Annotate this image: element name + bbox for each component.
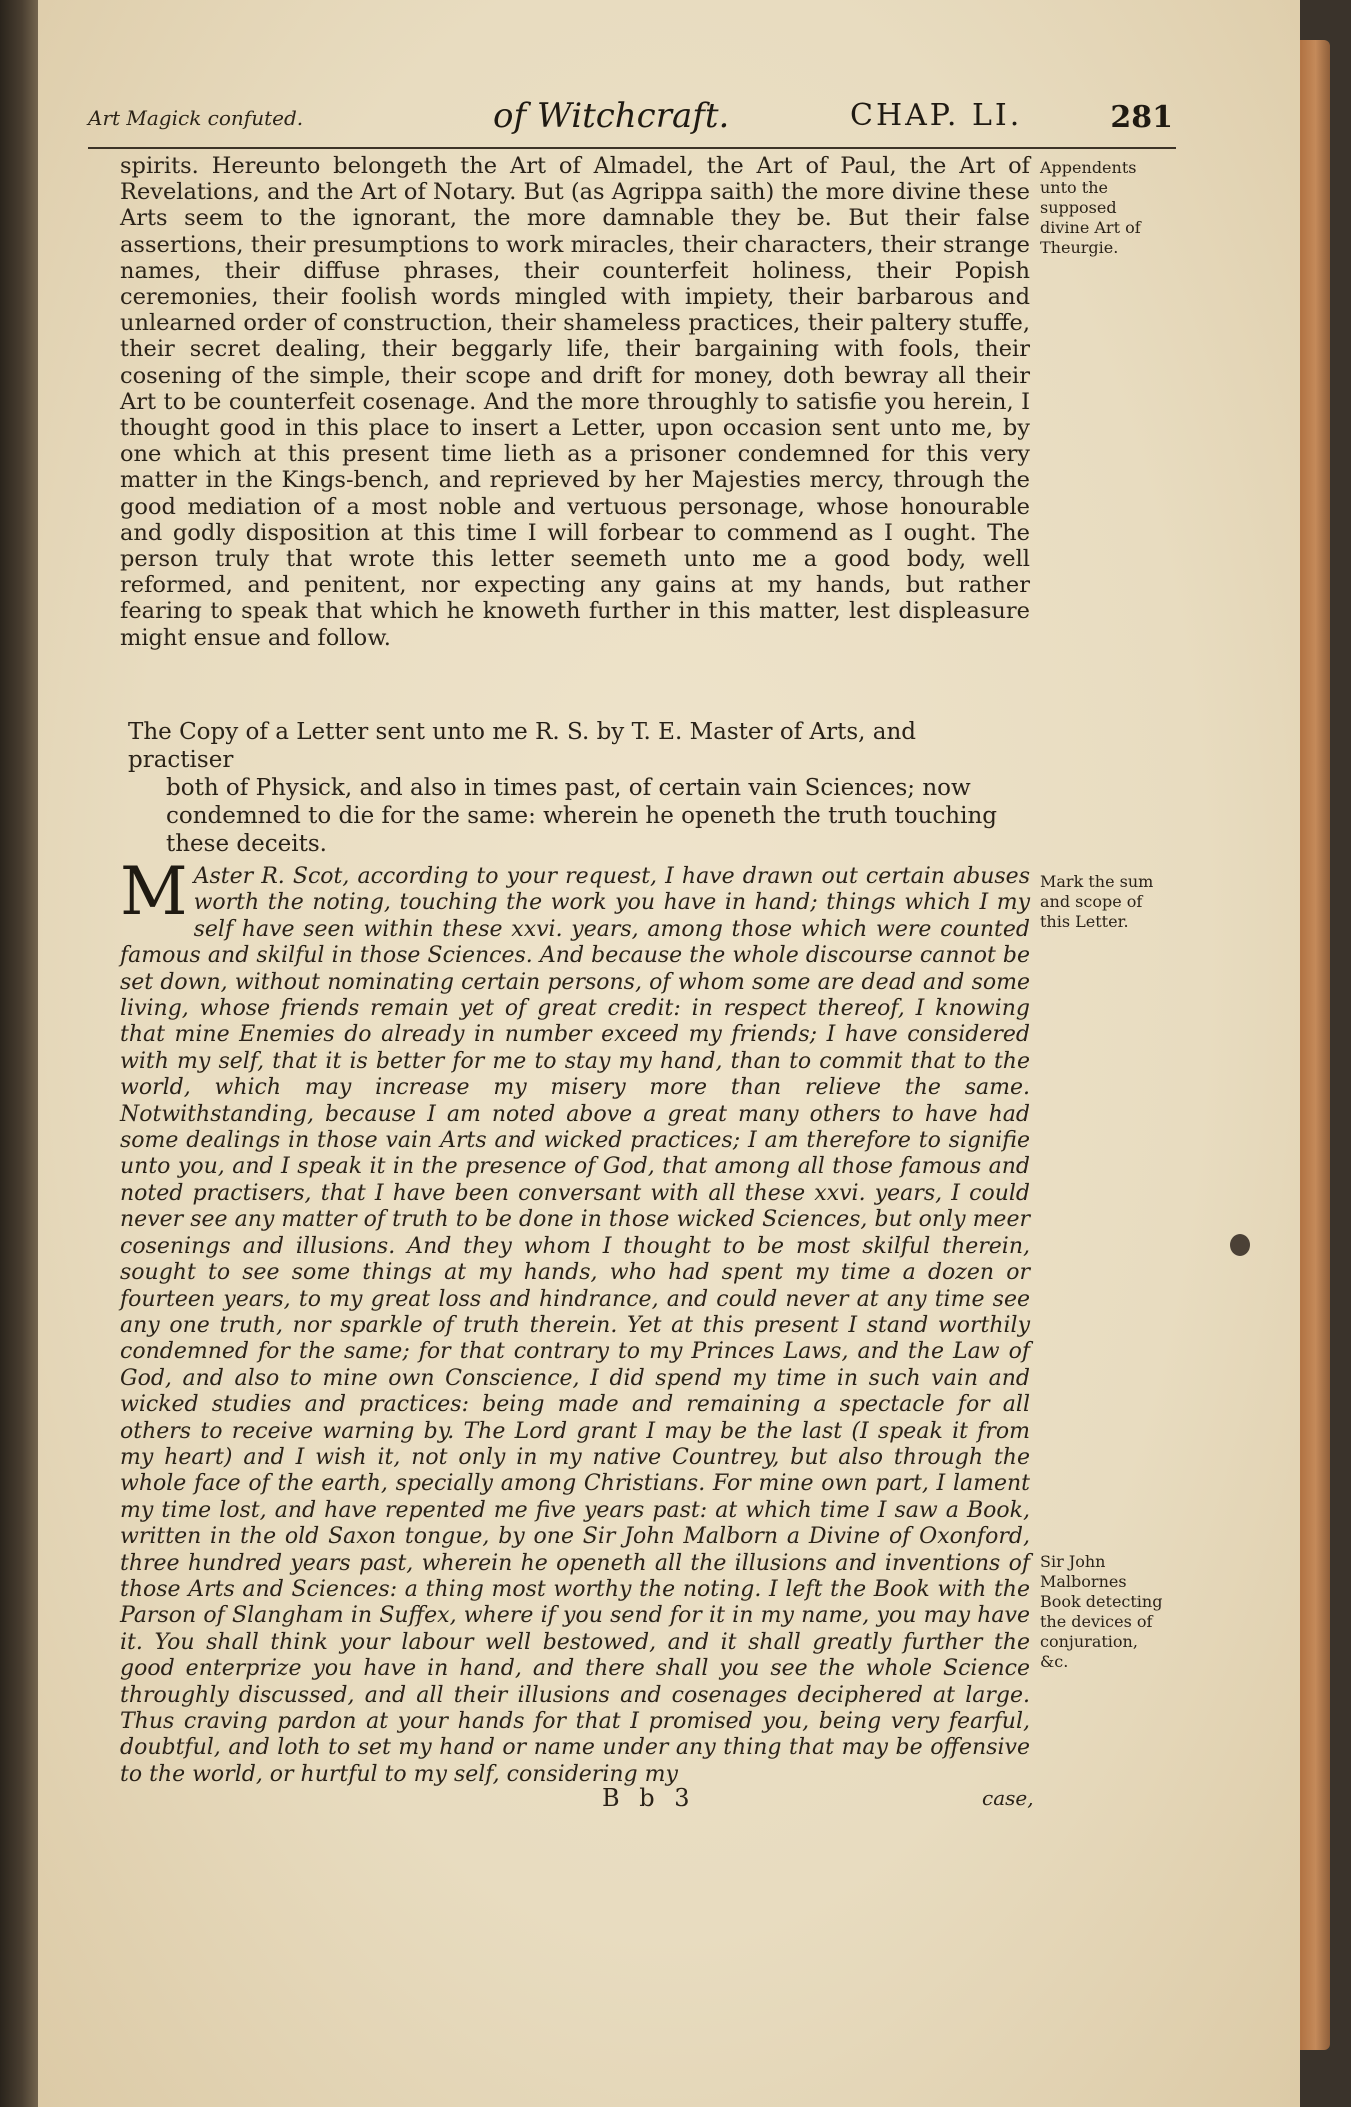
book-binding xyxy=(0,0,40,2107)
letter-heading xyxy=(128,718,1028,858)
header-rule xyxy=(88,147,1176,149)
signature-mark: B b 3 xyxy=(602,1784,696,1812)
page-number: 281 xyxy=(1110,100,1173,135)
letter-heading-rest: both of Physick, and also in times past, of certain vain Sciences; now condemned to die for the same: wherein he openeth the truth touching these deceits. xyxy=(166,775,997,857)
ink-blot xyxy=(1230,1234,1250,1256)
body-paragraph: spirits. Hereunto belongeth the Art of Almadel, the Art of Paul, the Art of Revelations, and the Art of Notary. But (as Agrippa saith) the more divine these Arts seem to the ignorant, the more damnable they be. But their false assertions, their presumptions to work miracles, their characters, their strange names, their diffuse phrases, their counterfeit holiness, their Popish ceremonies, their foolish words mingled with impiety, their barbarous and unlearned order of construction, their shameless practices, their paltery stuffe, their secret dealing, their beggarly life, their bargaining with fools, their cosening of the simple, their scope and drift for money, doth bewray all their Art to be counterfeit cosenage. And the more throughly to satisfie you herein, I thought good in this place to insert a Letter, upon occasion sent unto me, by one which at this present time lieth as a prisoner condemned for this very matter in the Kings-bench, and reprieved by her Majesties mercy, through the good mediation of a most noble and vertuous personage, whose honourable and godly disposition at this time I will forbear to commend as I ought. The person truly that wrote this letter seemeth unto me a good body, well reformed, and penitent, nor expecting any gains at my hands, but rather fearing to speak that which he knoweth further in this matter, lest displeasure might ensue and follow. xyxy=(120,153,1030,651)
letter-text: Aster R. Scot, according to your request, I have drawn out certain abuses worth the noting, touching the work you have in hand; things which I my self have seen within these xxvi. years, among those which were counted famous and skilful in those Sciences. And because the whole discourse cannot be set down, without nominating certain persons, of whom some are dead and some living, whose friends remain yet of great credit: in respect thereof, I knowing that mine Enemies do already in number exceed my friends; I have considered with my self, that it is better for me to stay my hand, than to commit that to the world, which may increase my misery more than relieve the same. Notwithstanding, because I am noted above a great many others to have had some dealings in those vain Arts and wicked practices; I am therefore to signifie unto you, and I speak it in the presence of God, that among all those famous and noted practisers, that I have been conversant with all these xxvi. years, I could never see any matter of truth to be done in those wicked Sciences, but only meer cosenings and illusions. And they whom I thought to be most skilful therein, sought to see some things at my hands, who had spent my time a dozen or fourteen years, to my great loss and hindrance, and could never at any time see any one truth, nor sparkle of truth therein. Yet at this present I stand worthily condemned for the same; for that contrary to my Princes Laws, and the Law of God, and also to mine own Conscience, I did spend my time in such vain and wicked studies and practices: being made and remaining a spectacle for all others to receive warning by. The Lord grant I may be the last (I speak it from my heart) and I wish it, not only in my native Countrey, but also through the whole face of the earth, specially among Christians. For mine own part, I lament my time lost, and have repented me five years past: at which time I saw a Book, written in the old Saxon tongue, by one Sir John Malborn a Divine of Oxonford, three hundred years past, wherein he openeth all the illusions and inventions of those Arts and Sciences: a thing most worthy the noting. I left the Book with the Parson of Slangham in Suffex, where if you send for it in my name, you may have it. You shall think your labour well bestowed, and it shall greatly further the good enterprize you have in hand, and there shall you see the whole Science throughly discussed, and all their illusions and cosenages deciphered at large. Thus craving pardon at your hands for that I promised you, being very fearful, doubtful, and loth to set my hand or name under any thing that may be offensive to the world, or hurtful to my self, considering my xyxy=(120,864,1030,1787)
chapter-number: CHAP. LI. xyxy=(850,98,1023,133)
running-head-left: Art Magick confuted. xyxy=(88,106,304,130)
margin-note-letter-scope: Mark the sum and scope of this Letter. xyxy=(1040,872,1154,931)
margin-note-malborn: Sir John Malbornes Book detecting the devices of conjuration, &c. xyxy=(1040,1552,1163,1671)
letter-body xyxy=(120,853,1030,1788)
drop-cap: M xyxy=(120,853,188,930)
catchword: case, xyxy=(982,1786,1034,1810)
running-head-title: of Witchcraft. xyxy=(493,96,730,136)
margin-note-theurgie: Appendents unto the supposed divine Art of Theurgie. xyxy=(1040,158,1141,257)
running-header xyxy=(88,92,1173,142)
letter-heading-line1: The Copy of a Letter sent unto me R. S. by T. E. Master of Arts, and practiser xyxy=(128,719,917,773)
